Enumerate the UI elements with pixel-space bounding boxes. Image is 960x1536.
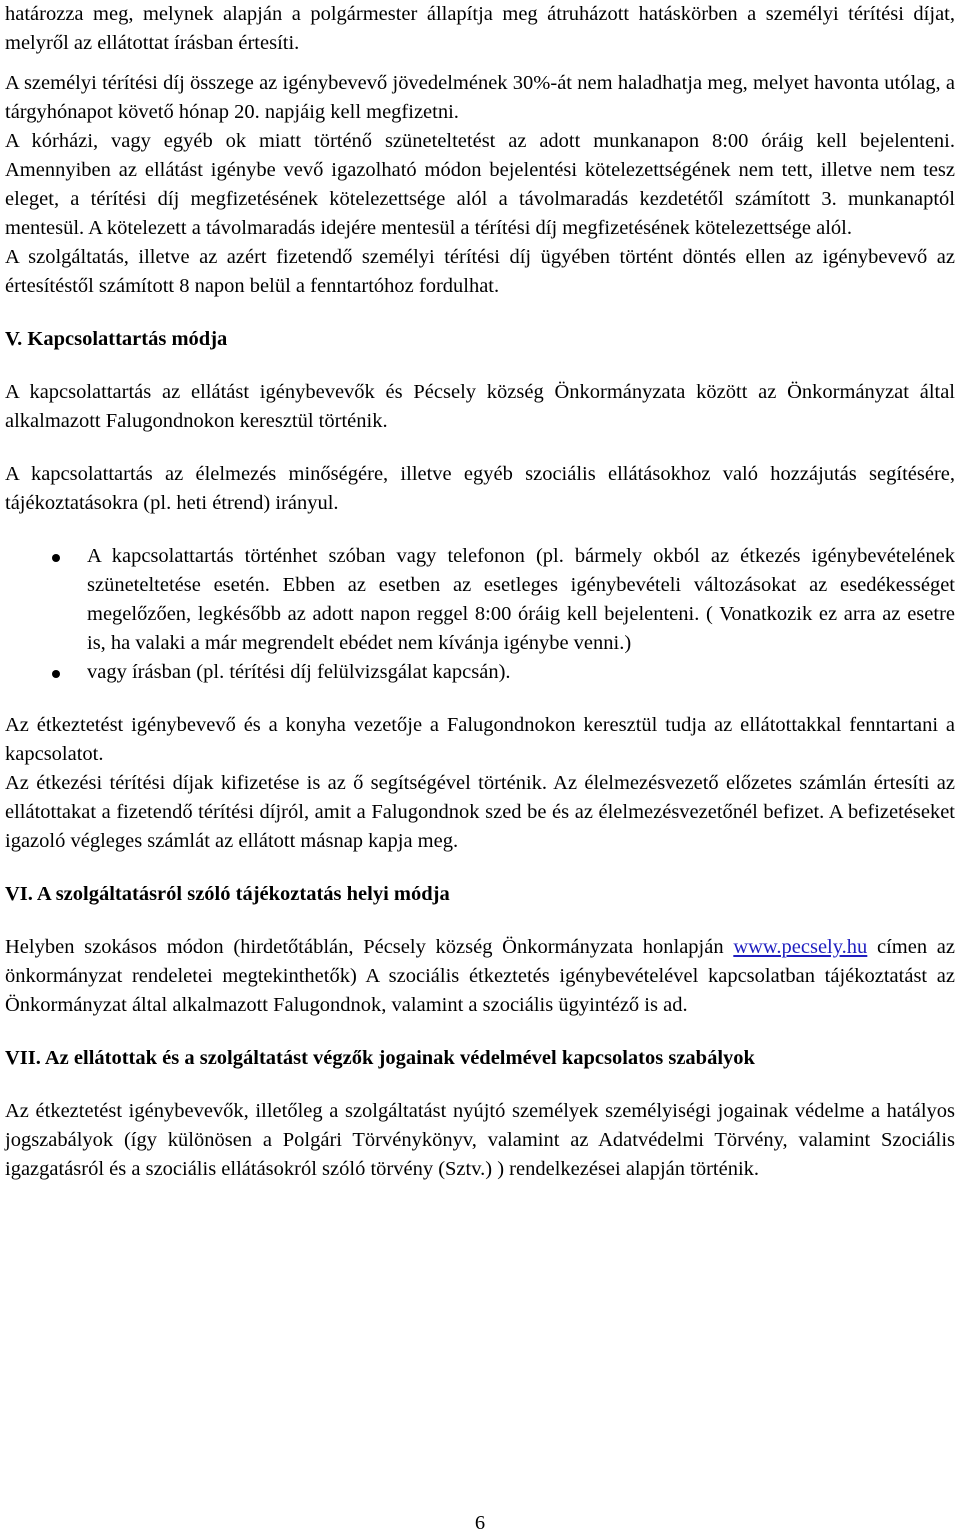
list-item-text: vagy írásban (pl. térítési díj felülvizsgálat kapcsán). [87,661,511,683]
paragraph-fee-amount: A személyi térítési díj összege az igénybevevő jövedelmének 30%-át nem haladhatja meg, melyet havonta utólag, a tárgyhónapot követő hónap 20. napjáig kell megfizetni. [5,72,955,123]
paragraph-fee-determination: határozza meg, melynek alapján a polgármester állapítja meg átruházott hatáskörben a személyi térítési díjat, melyről az ellátottat írásban értesíti. [5,3,955,54]
paragraph-contact-intro: A kapcsolattartás az ellátást igénybevevők és Pécsely község Önkormányzata között az Önkormányzat által alkalmazott Falugondnokon keresztül történik. [5,381,955,432]
page-number: 6 [474,1512,486,1534]
section-heading-vi: VI. A szolgáltatásról szóló tájékoztatás helyi módja [5,883,450,905]
list-item [5,542,955,658]
section-heading-vii: VII. Az ellátottak és a szolgáltatást végzők jogainak védelmével kapcsolatos szabályok [5,1047,755,1069]
list-item-text: A kapcsolattartás történhet szóban vagy telefonon (pl. bármely okból az étkezés igénybevételének szüneteltetése esetén. Ebben az esetben az esetleges igénybevételi változásokat az esedékességet megelőzően, legkésőbb az adott napon reggel 8:00 óráig kell bejelenteni. ( Vonatkozik ez arra az esetre is, ha valaki a már megrendelt ebédet nem kívánja igénybe venni.) [87,545,955,654]
paragraph-rights-protection: Az étkeztetést igénybevevők, illetőleg a szolgáltatást nyújtó személyek személyiségi jogainak védelme a hatályos jogszabályok (így különösen a Polgári Törvénykönyv, valamint az Adatvédelmi Törvény, valamint Szociális igazgatásról és a szociális ellátásokról szóló törvény (Sztv.) ) rendelkezései alapján történik. [5,1100,955,1180]
text-before-link: Helyben szokásos módon (hirdetőtáblán, Pécsely község Önkormányzata honlapján [5,936,734,958]
website-link[interactable]: www.pecsely.hu [733,936,868,958]
paragraph-local-information [5,933,955,1020]
section-heading-v: V. Kapcsolattartás módja [5,328,228,350]
paragraph-suspension: A kórházi, vagy egyéb ok miatt történő szüneteltetést az adott munkanapon 8:00 óráig kell bejelenteni. Amennyiben az ellátást igénybe vevő igazolható módon bejelentési kötelezettségének nem tett, illetve nem tesz eleget, a térítési díj megfizetésének kötelezettsége alól a távolmaradás kezdetétől számított 3. munkanaptól mentesül. A kötelezett a távolmaradás idejére mentesül a térítési díj megfizetésének kötelezettsége alól. [5,130,955,239]
paragraph-appeal: A szolgáltatás, illetve az azért fizetendő személyi térítési díj ügyében történt döntés ellen az igénybevevő az értesítéstől számított 8 napon belül a fenntartóhoz fordulhat. [5,246,955,297]
paragraph-payment: Az étkezési térítési díjak kifizetése is az ő segítségével történik. Az élelmezésvezető előzetes számlán értesíti az ellátottakat a fizetendő térítési díjról, amit a Falugondnok szed be és az élelmezésvezetőnél befizet. A befizetéseket igazoló végleges számlát az ellátott másnap kapja meg. [5,772,955,852]
paragraph-contact-via-caretaker: Az étkeztetést igénybevevő és a konyha vezetője a Falugondnokon keresztül tudja az ellátottakkal fenntartani a kapcsolatot. [5,714,955,765]
contact-methods-list [5,542,955,687]
list-item [5,658,955,687]
bullet-icon [52,670,60,678]
bullet-icon [52,554,60,562]
paragraph-contact-purpose: A kapcsolattartás az élelmezés minőségére, illetve egyéb szociális ellátásokhoz való hozzájutás segítésére, tájékoztatásokra (pl. heti étrend) irányul. [5,463,955,514]
text-after-link: címen az önkormányzat rendeletei megtekinthetők) A szociális étkeztetés igénybevételével kapcsolatban tájékoztatást az Önkormányzat által alkalmazott Falugondnok, valamint a szociális ügyintéző is ad. [5,936,955,1016]
document-page [5,0,955,1184]
